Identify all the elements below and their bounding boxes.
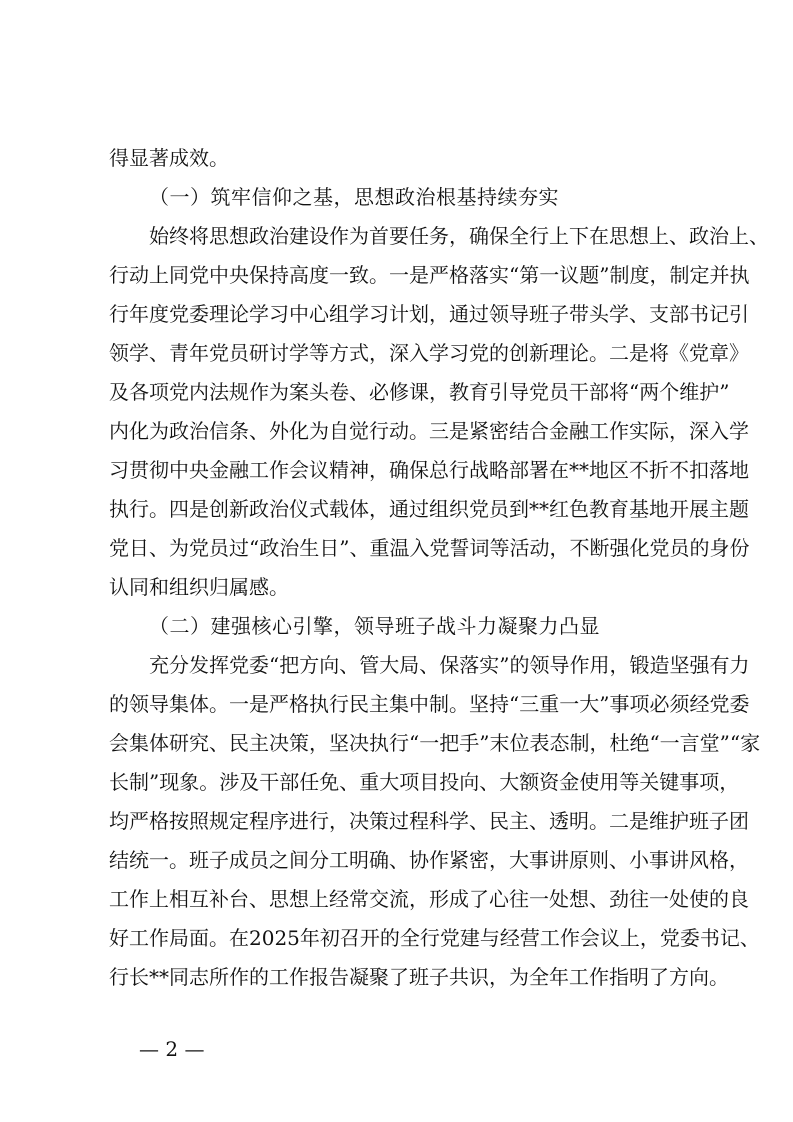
section-heading-2: （二）建强核心引擎，领导班子战斗力凝聚力凸显	[149, 614, 600, 638]
paragraph-line: 习贯彻中央金融工作会议精神，确保总行战略部署在**地区不折不扣落地	[109, 458, 749, 482]
paragraph-line: 均严格按照规定程序进行，决策过程科学、民主、透明。二是维护班子团	[109, 809, 749, 833]
page-number: — 2 —	[139, 1037, 205, 1061]
paragraph-line: 结统一。班子成员之间分工明确、协作紧密，大事讲原则、小事讲风格，	[109, 848, 749, 872]
paragraph-line: 行长**同志所作的工作报告凝聚了班子共识，为全年工作指明了方向。	[109, 965, 729, 989]
paragraph-line: 会集体研究、民主决策，坚决执行“一把手”末位表态制，杜绝“一言堂”“家	[109, 731, 761, 755]
paragraph-line: 领学、青年党员研讨学等方式，深入学习党的创新理论。二是将《党章》	[109, 341, 749, 365]
paragraph-line: 行动上同党中央保持高度一致。一是严格落实“第一议题”制度，制定并执	[109, 263, 750, 287]
section-heading-1: （一）筑牢信仰之基，思想政治根基持续夯实	[149, 185, 559, 209]
paragraph-line: 充分发挥党委“把方向、管大局、保落实”的领导作用，锻造坚强有力	[149, 653, 750, 677]
paragraph-line: 执行。四是创新政治仪式载体，通过组织党员到**红色教育基地开展主题	[109, 497, 749, 521]
paragraph-line: 长制”现象。涉及干部任免、重大项目投向、大额资金使用等关键事项，	[109, 770, 740, 794]
paragraph-line: 好工作局面。在2025年初召开的全行党建与经营工作会议上，党委书记、	[109, 926, 760, 950]
paragraph-line: 得显著成效。	[109, 146, 229, 170]
paragraph-line: 内化为政治信条、外化为自觉行动。三是紧密结合金融工作实际，深入学	[109, 419, 749, 443]
paragraph-line: 始终将思想政治建设作为首要任务，确保全行上下在思想上、政治上、	[149, 224, 769, 248]
paragraph-line: 党日、为党员过“政治生日”、重温入党誓词等活动，不断强化党员的身份	[109, 536, 750, 560]
paragraph-line: 及各项党内法规作为案头卷、必修课，教育引导党员干部将“两个维护”	[109, 380, 730, 404]
paragraph-line: 认同和组织归属感。	[109, 575, 289, 599]
paragraph-line: 的领导集体。一是严格执行民主集中制。坚持“三重一大”事项必须经党委	[109, 692, 750, 716]
paragraph-line: 行年度党委理论学习中心组学习计划，通过领导班子带头学、支部书记引	[109, 302, 749, 326]
paragraph-line: 工作上相互补台、思想上经常交流，形成了心往一处想、劲往一处使的良	[109, 887, 749, 911]
